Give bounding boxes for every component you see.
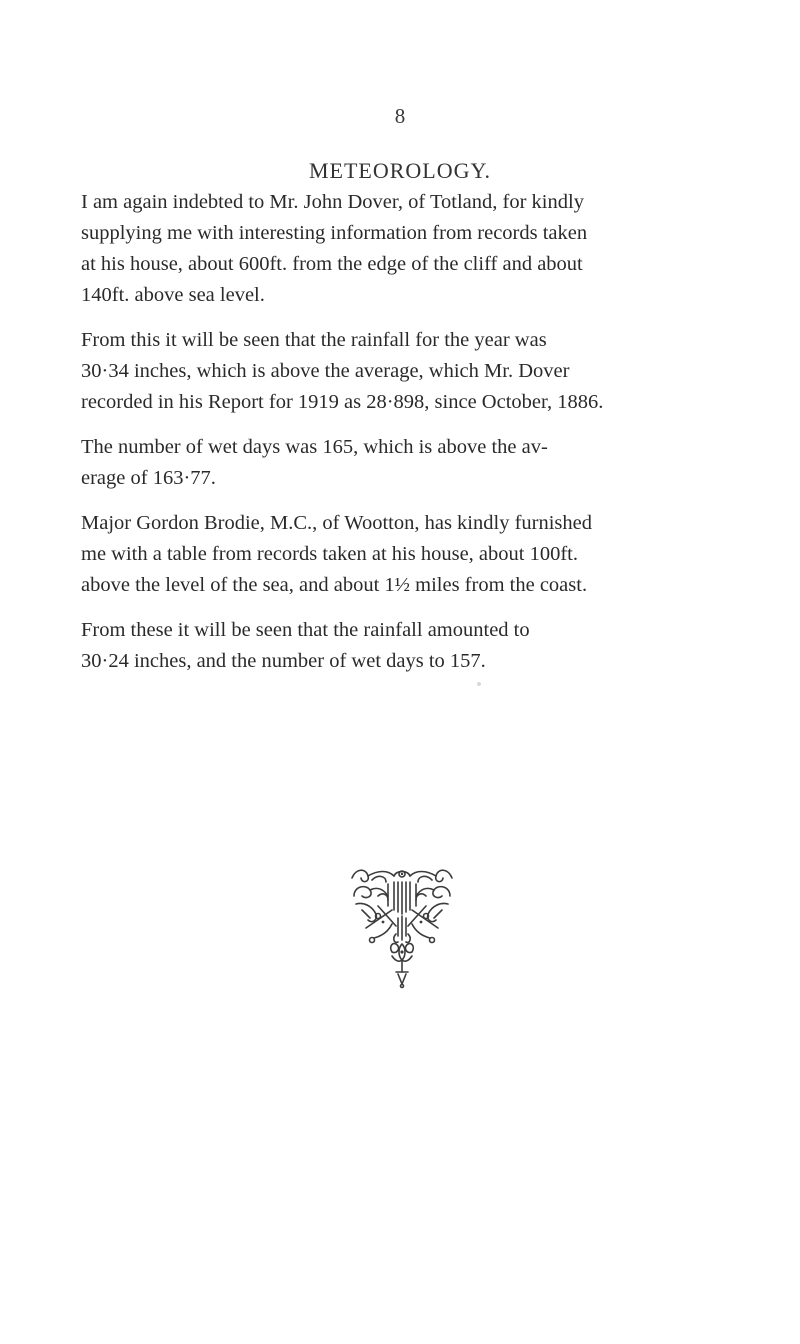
paragraph-brodie (81, 508, 721, 601)
floral-tailpiece-ornament-icon (348, 866, 456, 990)
paragraph-wet-days (81, 432, 721, 494)
page-title: METEOROLOGY. (308, 158, 492, 183)
print-speck (477, 682, 481, 686)
paragraph-dover-intro (81, 187, 721, 311)
text-line: supplying me with interesting information from records taken (81, 222, 588, 244)
text-line: above the level of the sea, and about 1½ miles from the coast. (81, 574, 588, 596)
body-text (81, 187, 721, 691)
paragraph-rainfall (81, 325, 721, 418)
text-line: 30·24 inches, and the number of wet days to 157. (81, 650, 486, 672)
paragraph-brodie-results (81, 615, 721, 677)
text-line: The number of wet days was 165, which is above the av- (81, 436, 548, 458)
text-line: erage of 163·77. (81, 467, 216, 489)
text-line: me with a table from records taken at his house, about 100ft. (81, 543, 578, 565)
text-line: From this it will be seen that the rainfall for the year was (81, 329, 547, 351)
text-line: I am again indebted to Mr. John Dover, of Totland, for kindly (81, 191, 584, 213)
text-line: 30·34 inches, which is above the average, which Mr. Dover (81, 360, 570, 382)
text-line: recorded in his Report for 1919 as 28·898, since October, 1886. (81, 391, 604, 413)
text-line: at his house, about 600ft. from the edge of the cliff and about (81, 253, 583, 275)
page-number: 8 (394, 104, 406, 128)
text-line: 140ft. above sea level. (81, 284, 265, 306)
text-line: Major Gordon Brodie, M.C., of Wootton, has kindly furnished (81, 512, 592, 534)
text-line: From these it will be seen that the rainfall amounted to (81, 619, 530, 641)
